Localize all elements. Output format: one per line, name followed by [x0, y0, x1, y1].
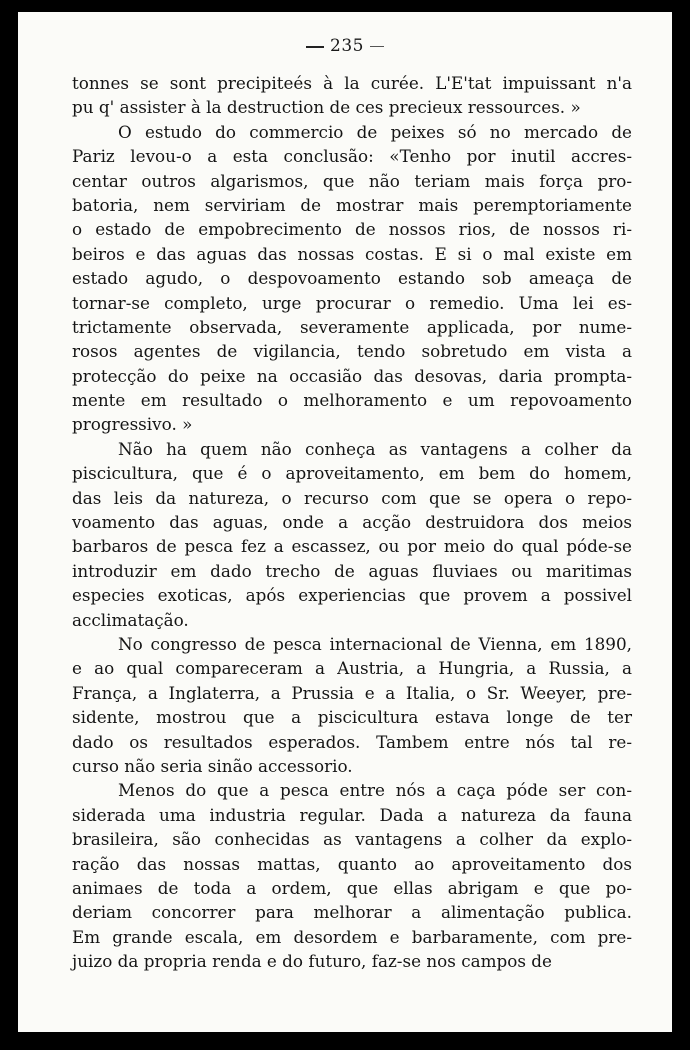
text-line: animaes de toda a ordem, que ellas abrigam e que po-: [72, 877, 632, 898]
text-line: o estado de empobrecimento de nossos rios, de nossos ri-: [72, 219, 632, 240]
text-line: voamento das aguas, onde a acção destruidora dos meios: [72, 512, 632, 533]
text-line: Pariz levou-o a esta conclusão: «Tenho por inutil accres-: [72, 146, 632, 167]
text-line: dado os resultados esperados. Tambem entre nós tal re-: [72, 731, 632, 752]
page-number: 235: [330, 36, 364, 56]
text-line: deriam concorrer para melhorar a alimentação publica.: [72, 902, 632, 923]
page-number-header: [18, 36, 672, 56]
text-line: especies exoticas, após experiencias que provem a possivel: [72, 585, 632, 606]
text-line: siderada uma industria regular. Dada a natureza da fauna: [72, 804, 632, 825]
text-line: estado agudo, o despovoamento estando sob ameaça de: [72, 268, 632, 289]
text-line: progressivo. »: [72, 414, 193, 435]
text-line: introduzir em dado trecho de aguas fluviaes ou maritimas: [72, 560, 632, 581]
text-line: Não ha quem não conheça as vantagens a colher da: [118, 438, 632, 459]
text-line: brasileira, são conhecidas as vantagens a colher da explo-: [72, 829, 632, 850]
paragraph: [72, 120, 632, 437]
text-line: beiros e das aguas das nossas costas. E si o mal existe em: [72, 243, 632, 264]
text-line: batoria, nem serviriam de mostrar mais peremptoriamente: [72, 194, 632, 215]
text-line: O estudo do commercio de peixes só no mercado de: [118, 121, 632, 142]
text-line: das leis da natureza, o recurso com que se opera o repo-: [72, 487, 632, 508]
text-line: acclimatação.: [72, 609, 189, 630]
text-line: sidente, mostrou que a piscicultura estava longe de ter: [72, 707, 632, 728]
paragraph: [72, 632, 632, 778]
text-line: centar outros algarismos, que não teriam mais força pro-: [72, 170, 632, 191]
text-line: mente em resultado o melhoramento e um repovoamento: [72, 390, 632, 411]
paragraph: [72, 778, 632, 973]
text-line: rosos agentes de vigilancia, tendo sobretudo em vista a: [72, 341, 632, 362]
text-line: França, a Inglaterra, a Prussia e a Italia, o Sr. Weeyer, pre-: [72, 682, 632, 703]
text-line: piscicultura, que é o aproveitamento, em bem do homem,: [72, 463, 632, 484]
text-line: juizo da propria renda e do futuro, faz-se nos campos de: [72, 951, 552, 972]
text-line: e ao qual compareceram a Austria, a Hungria, a Russia, a: [72, 658, 632, 679]
text-line: Menos do que a pesca entre nós a caça póde ser con-: [118, 780, 632, 801]
text-line: tonnes se sont precipiteés à la curée. L'E'tat impuissant n'a: [72, 73, 632, 93]
text-line: protecção do peixe na occasião das desovas, daria prompta-: [72, 365, 632, 386]
text-line: pu q' assister à la destruction de ces precieux ressources. »: [72, 97, 581, 118]
page-number-right-dash: [370, 46, 384, 47]
text-line: ração das nossas mattas, quanto ao aproveitamento dos: [72, 853, 632, 874]
text-line: trictamente observada, severamente applicada, por nume-: [72, 316, 632, 337]
text-line: Em grande escala, em desordem e barbaramente, com pre-: [72, 926, 632, 947]
text-line: curso não seria sinão accessorio.: [72, 755, 353, 776]
body-text: [72, 71, 632, 973]
book-page: [18, 12, 672, 1032]
paragraph: [72, 71, 632, 120]
text-line: tornar-se completo, urge procurar o remedio. Uma lei es-: [72, 292, 632, 313]
text-line: No congresso de pesca internacional de Vienna, em 1890,: [118, 633, 632, 654]
page-number-left-dash: [306, 46, 324, 48]
text-line: barbaros de pesca fez a escassez, ou por meio do qual póde-se: [72, 536, 632, 557]
paragraph: [72, 437, 632, 632]
